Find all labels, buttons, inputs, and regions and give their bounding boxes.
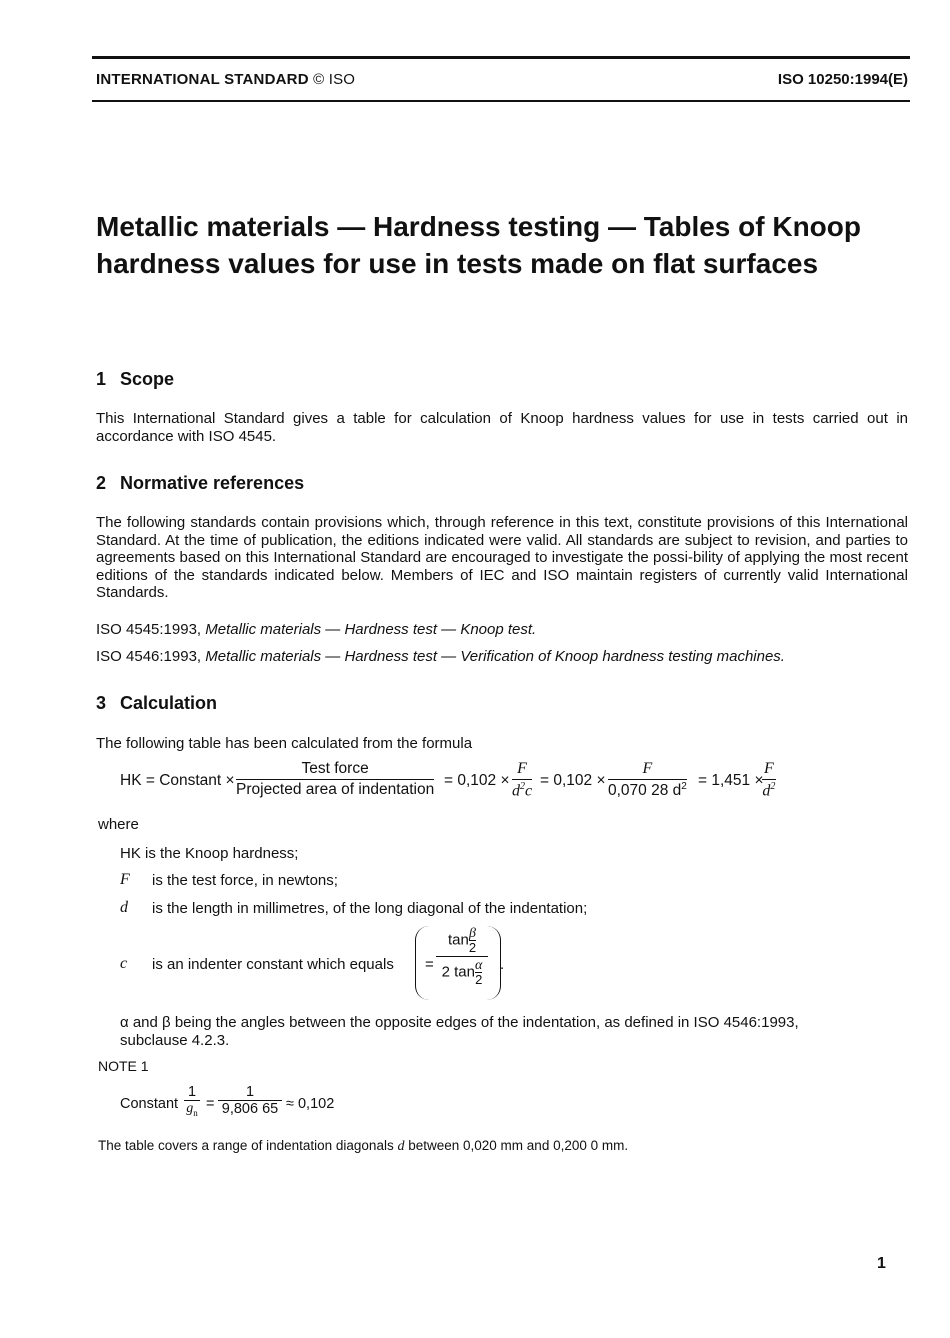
den-d: d <box>512 782 520 800</box>
formula-eq-1: = 0,102 × <box>444 772 510 789</box>
range-statement <box>98 1138 628 1155</box>
section-1-title: Scope <box>120 369 175 389</box>
section-3-number: 3 <box>96 693 107 713</box>
where-label: where <box>98 816 139 833</box>
f-symbol: F <box>120 871 130 888</box>
fraction-denominator: Projected area of indentation <box>236 781 435 798</box>
c-two-tan-label: 2 tan <box>441 963 475 981</box>
c-tan-label: tan <box>447 931 469 949</box>
formula-fraction-f-const-d2 <box>608 760 687 800</box>
gn-subscript: n <box>193 1107 198 1118</box>
document-title <box>96 208 916 282</box>
fraction-denominator <box>512 780 532 800</box>
c-symbol: c <box>120 955 128 972</box>
normative-paragraph: The following standards contain provisions which, through reference in this text, constitute provisions of this International Standard. At the time of publication, the editions indicated were valid. All standards are subject to revision, and parties to agreements based on this International Standard are encouraged to investigate the possi-bility of applying the most recent editions of the standards indicated below. Members of IEC and ISO maintain registers of currently valid International Standards. <box>96 514 908 601</box>
formula-eq-2: = 0,102 × <box>540 772 606 789</box>
section-2-number: 2 <box>96 473 107 493</box>
title-line-2: hardness values for use in tests made on flat surfaces <box>96 248 819 279</box>
header-standard-label <box>96 71 355 88</box>
c-fraction <box>436 927 488 986</box>
page-number: 1 <box>877 1255 886 1272</box>
title-line-1: Metallic materials — Hardness testing — Tables of Knoop <box>96 211 861 242</box>
note-gn <box>184 1101 200 1118</box>
den-d: d <box>762 782 771 800</box>
reference-iso-4545 <box>96 621 536 638</box>
section-2-title: Normative references <box>120 473 305 493</box>
definition-c: is an indenter constant which equals <box>152 956 394 973</box>
hk-text: is the Knoop hardness; <box>145 845 299 862</box>
ref-1-title: Metallic materials — Hardness test — Knoop test. <box>205 621 537 638</box>
definition-d: is the length in millimetres, of the long diagonal of the indentation; <box>152 900 588 917</box>
section-1-number: 1 <box>96 369 107 389</box>
beta-symbol: β <box>468 926 476 941</box>
header-rule-bottom <box>92 100 910 102</box>
fraction-numerator: F <box>512 760 532 780</box>
den-const: 0,070 28 d <box>608 782 682 800</box>
c-fraction-numerator <box>436 927 488 957</box>
section-2-heading <box>96 473 304 494</box>
c-equals: = <box>425 956 434 973</box>
note-one-a: 1 <box>184 1084 200 1101</box>
d-symbol: d <box>120 899 128 916</box>
note-one-b: 1 <box>218 1084 282 1101</box>
note-fraction-1-over-value <box>218 1084 282 1117</box>
header-copyright: © ISO <box>313 71 356 88</box>
c-period: . <box>500 956 505 973</box>
section-3-heading <box>96 693 217 714</box>
header-label-text: INTERNATIONAL STANDARD <box>96 71 309 88</box>
range-d-symbol: d <box>397 1139 405 1154</box>
definition-f: is the test force, in newtons; <box>152 872 338 889</box>
beta-divisor: 2 <box>468 940 477 955</box>
fraction-denominator <box>762 780 776 800</box>
ref-2-code: ISO 4546:1993, <box>96 648 202 665</box>
formula-lhs: HK = Constant × <box>120 772 235 789</box>
angles-line-1: α and β being the angles between the opposite edges of the indentation, as defined in ISO 4546:1993, <box>120 1014 799 1031</box>
den-exp: 2 <box>770 781 776 792</box>
note-denominator-value: 9,806 65 <box>221 1101 279 1117</box>
gn-letter: g <box>186 1101 194 1116</box>
alpha-symbol: α <box>475 958 483 973</box>
definition-hk <box>120 845 298 862</box>
ref-2-title: Metallic materials — Hardness test — Verification of Knoop hardness testing machines. <box>205 648 785 665</box>
fraction-numerator: F <box>762 760 776 780</box>
note-fraction-1-over-gn <box>184 1084 200 1118</box>
hk-symbol: HK <box>120 845 141 862</box>
fraction-numerator: Test force <box>236 760 434 780</box>
beta-over-two <box>469 927 476 954</box>
formula-eq-3: = 1,451 × <box>698 772 764 789</box>
reference-iso-4546 <box>96 648 785 665</box>
formula-fraction-test-force <box>236 760 434 799</box>
angles-line-2: subclause 4.2.3. <box>120 1031 230 1049</box>
c-fraction-denominator <box>436 957 488 986</box>
scope-paragraph: This International Standard gives a table for calculation of Knoop hardness values for use in tests carried out in accordance with ISO 4545. <box>96 410 908 445</box>
fraction-numerator: F <box>608 760 687 780</box>
calculation-intro: The following table has been calculated from the formula <box>96 735 473 752</box>
section-3-title: Calculation <box>120 693 218 713</box>
den-exp: 2 <box>681 781 687 792</box>
fraction-denominator <box>608 780 687 800</box>
right-parenthesis <box>486 926 501 1000</box>
range-text-1: The table covers a range of indentation diagonals <box>98 1138 394 1153</box>
formula-fraction-f-d2c <box>512 760 532 800</box>
alpha-divisor: 2 <box>475 972 483 987</box>
note-equals: = <box>206 1096 215 1112</box>
den-c: c <box>525 782 533 800</box>
angles-paragraph <box>120 1014 908 1049</box>
note-approx-value: ≈ 0,102 <box>286 1096 335 1112</box>
ref-1-code: ISO 4545:1993, <box>96 621 202 638</box>
den-exp: 2 <box>520 781 525 792</box>
knoop-formula <box>120 760 820 808</box>
formula-fraction-f-d2 <box>762 760 776 800</box>
alpha-over-two <box>475 959 482 986</box>
header-doc-id: ISO 10250:1994(E) <box>777 71 908 88</box>
note-label: NOTE 1 <box>98 1058 149 1074</box>
header-rule-top <box>92 56 910 59</box>
note-constant-label: Constant <box>120 1096 179 1112</box>
note-formula <box>120 1084 420 1124</box>
section-1-heading <box>96 369 174 390</box>
range-text-2: between 0,020 mm and 0,200 0 mm. <box>408 1138 629 1153</box>
